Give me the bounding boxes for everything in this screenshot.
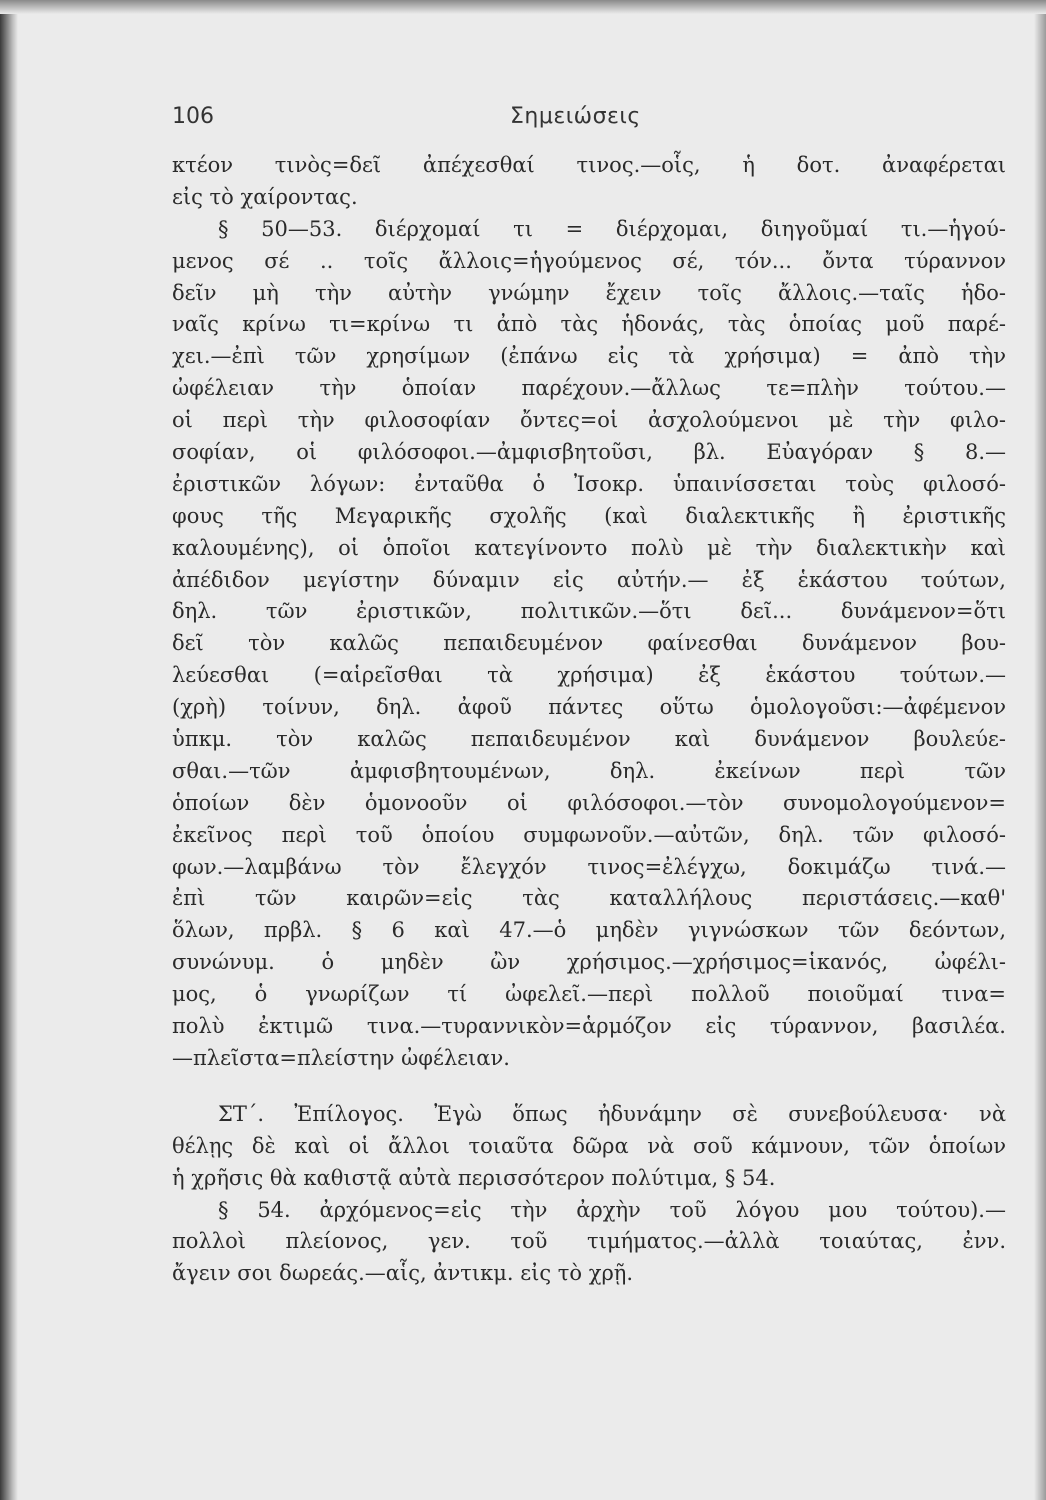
text-line: σθαι.—τῶν ἀμφισβητουμένων, δηλ. ἐκείνων περὶ τῶν [172, 758, 1006, 783]
text-line: ὑπκμ. τὸν καλῶς πεπαιδευμένον καὶ δυνάμενον βουλεύε- [172, 727, 1006, 752]
text-line: μος, ὁ γνωρίζων τί ὠφελεῖ.—περὶ πολλοῦ ποιοῦμαί τινα= [172, 982, 1006, 1007]
running-head: Σημειώσεις [510, 104, 641, 129]
text-line: μενος σέ .. τοῖς ἄλλοις=ἡγούμενος σέ, τόν... ὄντα τύραννον [172, 248, 1006, 273]
text-line: ἀπέδιδον μεγίστην δύναμιν εἰς αὐτήν.— ἐξ ἑκάστου τούτων, [172, 567, 1006, 592]
epilogue-line: § 54. ἀρχόμενος=εἰς τὴν ἀρχὴν τοῦ λόγου μου τούτου).— [218, 1197, 1006, 1222]
page-edge-top-shadow [0, 0, 1046, 14]
text-line: χει.—ἐπὶ τῶν χρησίμων (ἐπάνω εἰς τὰ χρήσιμα) = ἀπὸ τὴν [172, 344, 1006, 369]
text-line: (χρὴ) τοίνυν, δηλ. ἀφοῦ πάντες οὕτω ὁμολογοῦσι:—ἀφέμενον [172, 695, 1006, 720]
text-line: ὅλων, πρβλ. § 6 καὶ 47.—ὁ μηδὲν γιγνώσκων τῶν δεόντων, [172, 918, 1006, 943]
text-line: ναῖς κρίνω τι=κρίνω τι ἀπὸ τὰς ἡδονάς, τὰς ὁποίας μοῦ παρέ- [172, 312, 1006, 337]
page-edge-right-shadow [1034, 0, 1046, 1500]
text-line: ἐκεῖνος περὶ τοῦ ὁποίου συμφωνοῦν.—αὐτῶν, δηλ. τῶν φιλοσό- [172, 822, 1006, 847]
text-line: § 50—53. διέρχομαί τι = διέρχομαι, διηγοῦμαί τι.—ἡγού- [218, 216, 1006, 241]
text-line: πολὺ ἐκτιμῶ τινα.—τυραννικὸν=ἁρμόζον εἰς τύραννον, βασιλέα. [172, 1014, 1006, 1039]
page-header [172, 98, 1006, 138]
section-gap [172, 1075, 1006, 1099]
page-edge-left-shadow [0, 0, 18, 1500]
text-line: εἰς τὸ χαίροντας. [172, 184, 358, 209]
text-line: δηλ. τῶν ἐριστικῶν, πολιτικῶν.—ὅτι δεῖ... δυνάμενον=ὅτι [172, 599, 1006, 624]
text-line: —πλεῖστα=πλείστην ὠφέλειαν. [172, 1045, 510, 1070]
page-body [172, 150, 1006, 1290]
text-line: δεῖ τὸν καλῶς πεπαιδευμένον φαίνεσθαι δυνάμενον βου- [172, 631, 1006, 656]
text-line: κτέον τινὸς=δεῖ ἀπέχεσθαί τινος.—οἷς, ἡ δοτ. ἀναφέρεται [172, 153, 1006, 177]
text-line: φους τῆς Μεγαρικῆς σχολῆς (καὶ διαλεκτικῆς ἢ ἐριστικῆς [172, 503, 1006, 528]
epilogue-line: θέλῃς δὲ καὶ οἱ ἄλλοι τοιαῦτα δῶρα νὰ σοῦ κάμνουν, τῶν ὁποίων [172, 1133, 1006, 1158]
text-line: ὠφέλειαν τὴν ὁποίαν παρέχουν.—ἄλλως τε=πλὴν τούτου.— [172, 376, 1006, 401]
epilogue-line: ΣΤ΄. Ἐπίλογος. Ἐγὼ ὅπως ἠδυνάμην σὲ συνεβούλευσα· νὰ [218, 1101, 1006, 1126]
epilogue-line: ἄγειν σοι δωρεάς.—αἷς, ἀντικμ. εἰς τὸ χρῇ. [172, 1261, 634, 1286]
text-line: οἱ περὶ τὴν φιλοσοφίαν ὄντες=οἱ ἀσχολούμενοι μὲ τὴν φιλο- [172, 408, 1006, 433]
text-line: ἐριστικῶν λόγων: ἐνταῦθα ὁ Ἰσοκρ. ὑπαινίσσεται τοὺς φιλοσό- [172, 471, 1006, 496]
epilogue-line: ἡ χρῆσις θὰ καθιστᾷ αὐτὰ περισσότερον πολύτιμα, § 54. [172, 1165, 776, 1190]
text-line: φων.—λαμβάνω τὸν ἔλεγχόν τινος=ἐλέγχω, δοκιμάζω τινά.— [172, 854, 1006, 879]
text-line: δεῖν μὴ τὴν αὐτὴν γνώμην ἔχειν τοῖς ἄλλοις.—ταῖς ἡδο- [172, 280, 1006, 305]
text-line: συνώνυμ. ὁ μηδὲν ὢν χρήσιμος.—χρήσιμος=ἱκανός, ὠφέλι- [172, 950, 1006, 975]
text-line: λεύεσθαι (=αἱρεῖσθαι τὰ χρήσιμα) ἐξ ἑκάστου τούτων.— [172, 663, 1006, 688]
text-line: σοφίαν, οἱ φιλόσοφοι.—ἀμφισβητοῦσι, βλ. Εὐαγόραν § 8.— [172, 440, 1006, 465]
text-line: ὁποίων δὲν ὁμονοοῦν οἱ φιλόσοφοι.—τὸν συνομολογούμενον= [172, 790, 1006, 815]
text-line: ἐπὶ τῶν καιρῶν=εἰς τὰς καταλλήλους περιστάσεις.—καθ' [172, 886, 1006, 911]
page-number: 106 [172, 104, 214, 129]
text-line: καλουμένης), οἱ ὁποῖοι κατεγίνοντο πολὺ μὲ τὴν διαλεκτικὴν καὶ [172, 535, 1006, 560]
epilogue-line: πολλοὶ πλείονος, γεν. τοῦ τιμήματος.—ἀλλὰ τοιαύτας, ἐνν. [172, 1229, 1006, 1254]
